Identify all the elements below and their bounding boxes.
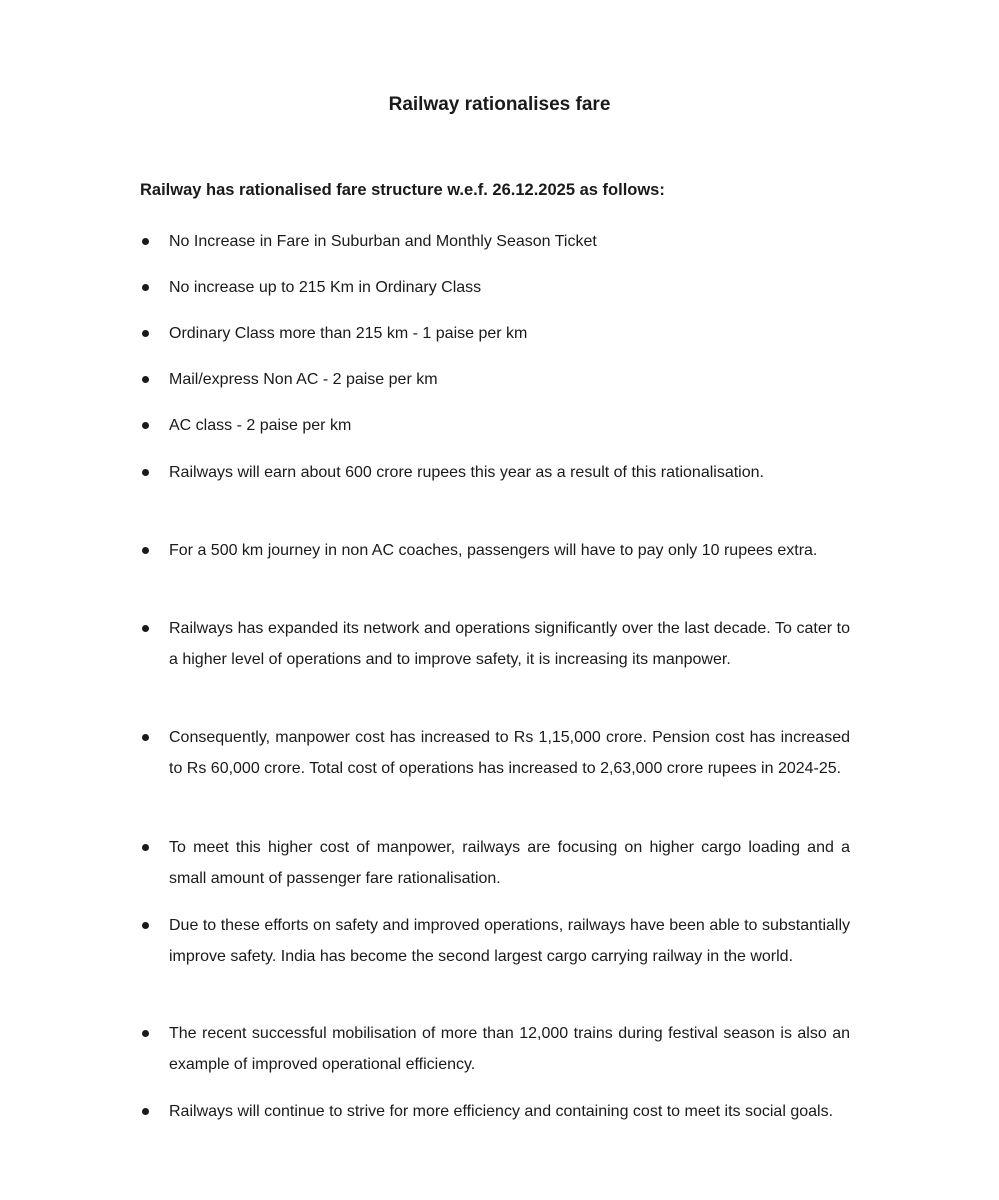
bullet-text: Consequently, manpower cost has increased to Rs 1,15,000 crore. Pension cost has increased to Rs 60,000 crore. Total cost of operations has increased to 2,63,000 crore rupees in 2024-25. [169, 729, 850, 777]
bullet-dot-icon [142, 238, 149, 245]
bullet-text: To meet this higher cost of manpower, railways are focusing on higher cargo loading and a small amount of passenger fare rationalisation. [169, 839, 850, 887]
intro-heading: Railway has rationalised fare structure w.e.f. 26.12.2025 as follows: [140, 181, 665, 199]
bullet-text: The recent successful mobilisation of more than 12,000 trains during festival season is also an example of improved operational efficiency. [169, 1025, 850, 1073]
bullet-text: Railways has expanded its network and operations significantly over the last decade. To cater to a higher level of operations and to improve safety, it is increasing its manpower. [169, 620, 850, 668]
bullet-dot-icon [142, 734, 149, 741]
bullet-dot-icon [142, 376, 149, 383]
bullet-dot-icon [142, 422, 149, 429]
bullet-text: Due to these efforts on safety and improved operations, railways have been able to substantially improve safety. India has become the second largest cargo carrying railway in the world. [169, 917, 850, 965]
bullet-dot-icon [142, 469, 149, 476]
bullet-text: Ordinary Class more than 215 km - 1 paise per km [169, 325, 528, 342]
bullet-text: Railways will continue to strive for more efficiency and containing cost to meet its social goals. [169, 1103, 834, 1120]
bullet-text: Mail/express Non AC - 2 paise per km [169, 371, 438, 388]
bullet-dot-icon [142, 922, 149, 929]
bullet-text: No Increase in Fare in Suburban and Monthly Season Ticket [169, 233, 597, 250]
bullet-dot-icon [142, 547, 149, 554]
bullet-dot-icon [142, 625, 149, 632]
bullet-text: No increase up to 215 Km in Ordinary Class [169, 279, 482, 296]
bullet-dot-icon [142, 1030, 149, 1037]
document-title: Railway rationalises fare [388, 94, 611, 115]
bullet-dot-icon [142, 844, 149, 851]
bullet-dot-icon [142, 330, 149, 337]
bullet-text: For a 500 km journey in non AC coaches, passengers will have to pay only 10 rupees extra. [169, 542, 818, 559]
bullet-text: AC class - 2 paise per km [169, 417, 352, 434]
bullet-text: Railways will earn about 600 crore rupees this year as a result of this rationalisation. [169, 464, 764, 481]
bullet-dot-icon [142, 284, 149, 291]
bullet-dot-icon [142, 1108, 149, 1115]
